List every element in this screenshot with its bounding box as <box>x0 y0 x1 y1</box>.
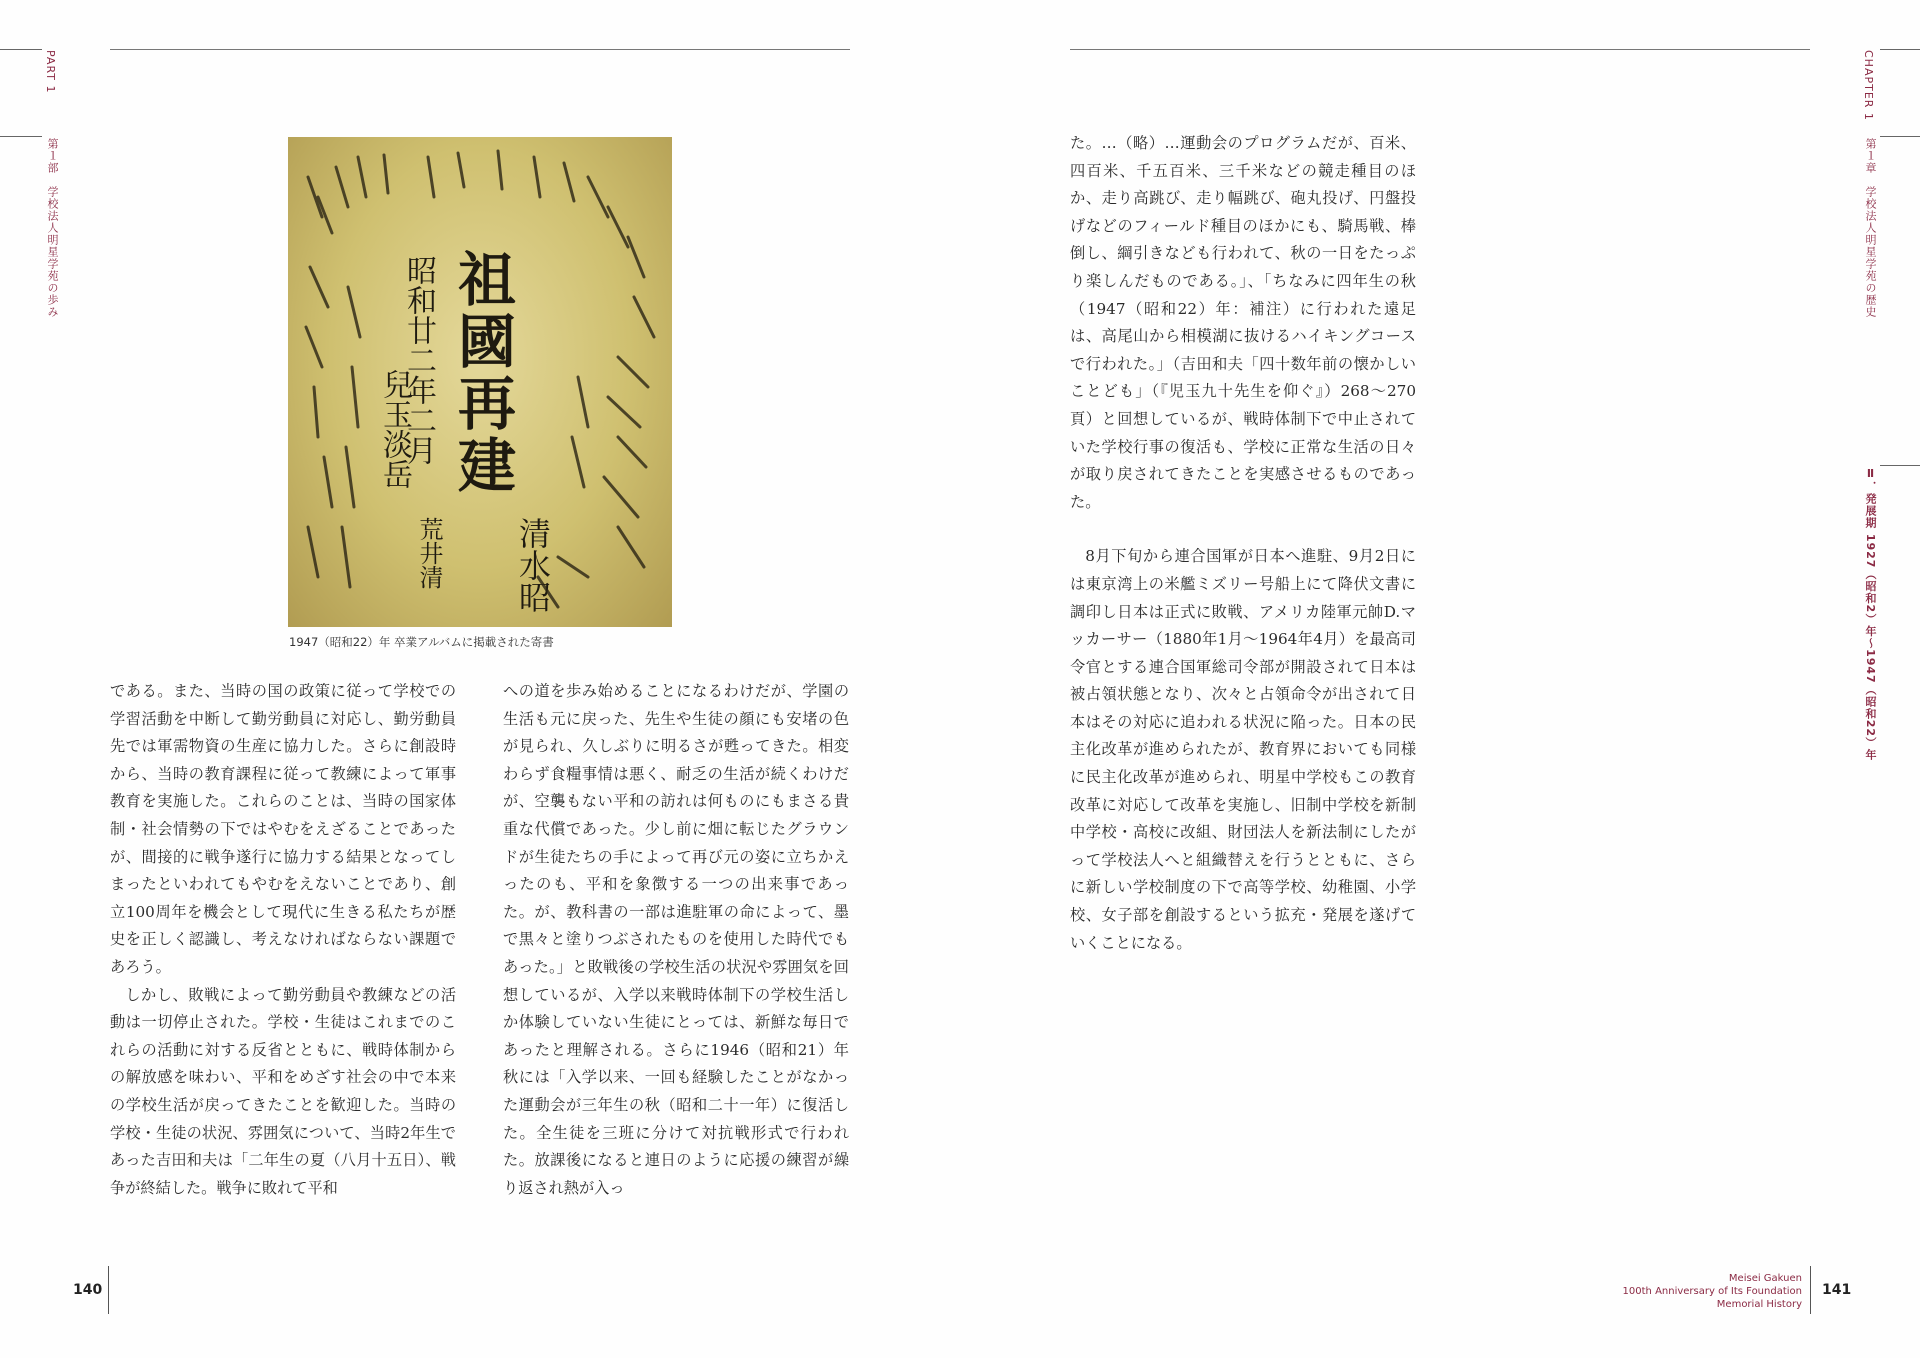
photo-name-2: 清水昭 <box>514 517 552 613</box>
right-col1-para-2: 8月下旬から連合国軍が日本へ進駐、9月2日には東京湾上の米艦ミズリー号船上にて降伏文書に調印し日本は正式に敗戦、アメリカ陸軍元帥D.マッカーサー（1880年1月～1964年4月）を最高司令官とする連合国軍総司令部が開設されて日本は被占領状態となり、次々と占領命令が出されて日本はその対応に追われる状況に陥った。日本の民主化改革が進められたが、教育界においても同様に民主化改革が進められ、明星中学校もこの教育改革に対応して改革を実施し、旧制中学校を新制中学校・高校に改組、財団法人を新法制にしたがって学校法人へと組織替えを行うとともに、さらに新しい学校制度の下で高等学校、幼稚園、小学校、女子部を創設するという拡充・発展を遂げていくことになる。 <box>1070 547 1417 952</box>
photo-date-text: 昭和廿二年二月 <box>401 255 436 465</box>
footer-publication-block <box>1580 1272 1802 1311</box>
left-col-2 <box>503 678 849 1202</box>
left-col-1 <box>110 678 456 1202</box>
right-col1-para-1: た。…（略）…運動会のプログラムだが、百米、四百米、千五百米、三千米などの競走種目のほか、走り高跳び、走り幅跳び、砲丸投げ、円盤投げなどのフィールド種目のほかにも、騎馬戦、棒倒し、綱引きなども行われて、秋の一日をたっぷり楽しんだものである。」、「ちなみに四年生の秋（1947（昭和22）年：補注）に行われた遠足は、高尾山から相模湖に抜けるハイキングコースで行われた。」（吉田和夫「四十数年前の懐かしいことども」（『児玉九十先生を仰ぐ』）268～270頁）と回想しているが、戦時体制下で中止されていた学校行事の復活も、学校に正常な生活の日々が取り戻されてきたことを実感させるものであった。 <box>1070 134 1416 511</box>
chapter-label: CHAPTER 1 <box>1862 50 1875 121</box>
photo-title-text: 祖國再建 <box>448 249 516 497</box>
right-footer-divider <box>1810 1266 1811 1314</box>
left-col2-para-1: への道を歩み始めることになるわけだが、学園の生活も元に戻った、先生や生徒の顔にも安堵の色が見られ、久しぶりに明るさが甦ってきた。相変わらず食糧事情は悪く、耐乏の生活が続くわけだが、空襲もない平和の訪れは何ものにもまさる貴重な代償であった。少し前に畑に転じたグラウンドが生徒たちの手によって再び元の姿に立ちかえったのも、平和を象徴する一つの出来事であった。が、教科書の一部は進駐軍の命によって、墨で黒々と塗りつぶされたものを使用した時代でもあった。」と敗戦後の学校生活の状況や雰囲気を回想しているが、入学以来戦時体制下の学校生活しか体験していない生徒にとっては、新鮮な毎日であったと理解される。さらに1946（昭和21）年秋には「入学以来、一回も経験したことがなかった運動会が三年生の秋（昭和二十一年）に復活した。全生徒を三班に分けて対抗戦形式で行われた。放課後になると連日のように応援の練習が繰り返され熱が入っ <box>503 682 850 1197</box>
right-col-1 <box>1070 130 1416 957</box>
section-title: Ⅱ．発展期 1927（昭和2）年～1947（昭和22）年 <box>1864 467 1877 762</box>
left-margin-tick-mid <box>0 136 42 137</box>
left-footer-divider <box>108 1266 109 1314</box>
left-top-rule <box>110 49 850 50</box>
yosegaki-photo <box>288 137 672 627</box>
right-top-rule <box>1070 49 1810 50</box>
right-margin-tick-section <box>1880 465 1920 466</box>
footer-line-1: Meisei Gakuen <box>1728 1273 1802 1284</box>
photo-name-1: 兒玉淡岳 <box>377 369 412 489</box>
left-col1-para-1: である。また、当時の国の政策に従って学校での学習活動を中断して勤労動員に対応し、勤労動員先では軍需物資の生産に協力した。さらに創設時から、当時の教育課程に従って教練によって軍事教育を実施した。これらのことは、当時の国家体制・社会情勢の下ではやむをえざることであったが、間接的に戦争遂行に協力する結果となってしまったといわれてもやむをえないことであり、創立100周年を機会として現代に生きる私たちが歴史を正しく認識し、考えなければならない課題であろう。 <box>110 682 456 976</box>
left-col1-para-2: しかし、敗戦によって勤労動員や教練などの活動は一切停止された。学校・生徒はこれまでのこれらの活動に対する反省とともに、戦時体制からの解放感を味わい、平和をめざす社会の中で本来の学校生活が戻ってきたことを歓迎した。当時の学校・生徒の状況、雰囲気について、当時2年生であった吉田和夫は「二年生の夏（八月十五日）、戦争が終結した。戦争に敗れて平和 <box>110 985 457 1197</box>
right-margin-tick-mid <box>1880 136 1920 137</box>
left-margin-tick-top <box>0 49 42 50</box>
photo-name-3: 荒井清 <box>415 517 443 589</box>
footer-line-2: 100th Anniversary of Its Foundation <box>1622 1286 1802 1297</box>
photo-caption: 1947（昭和22）年 卒業アルバムに掲載された寄書 <box>289 635 554 649</box>
part-title: 第１部 学校法人明星学苑の歩み <box>46 138 59 318</box>
part-label: PART 1 <box>44 50 57 94</box>
right-margin-tick-top <box>1880 49 1920 50</box>
footer-line-3: Memorial History <box>1716 1299 1802 1310</box>
chapter-title: 第１章 学校法人明星学苑の歴史 <box>1864 138 1877 318</box>
photo-scribbles <box>288 137 672 627</box>
right-page-number: 141 <box>1822 1282 1852 1298</box>
left-page-number: 140 <box>73 1282 103 1298</box>
